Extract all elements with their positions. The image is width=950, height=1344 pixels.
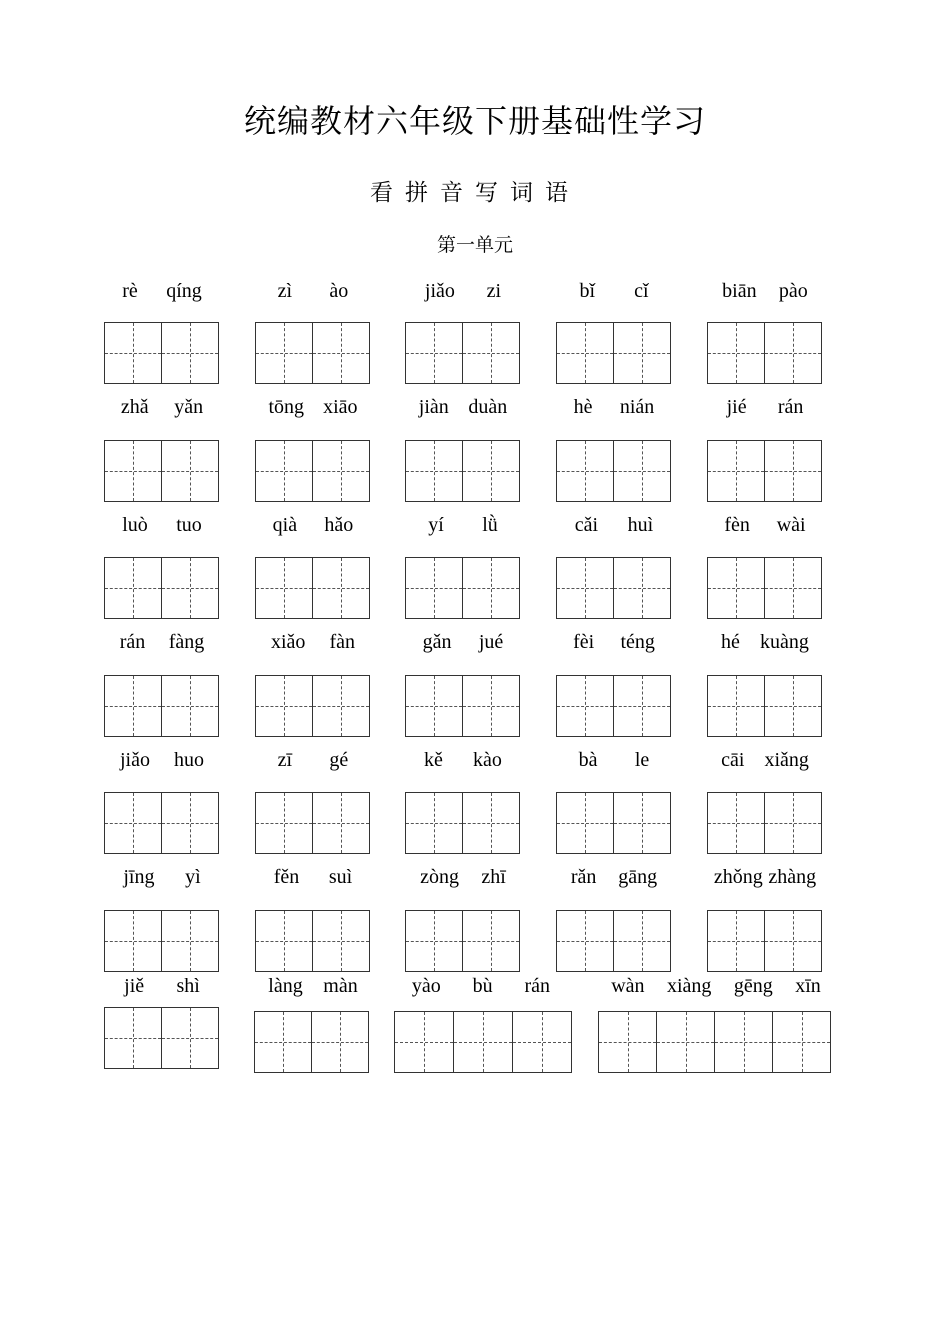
pinyin-label (711, 280, 819, 303)
tianzige-cell[interactable] (161, 322, 219, 384)
writing-grid[interactable] (405, 675, 520, 737)
writing-grid[interactable] (255, 440, 370, 502)
writing-grid[interactable] (405, 557, 520, 619)
pinyin-label (560, 280, 668, 303)
pinyin-syllable: tōng (268, 396, 305, 418)
tianzige-cell[interactable] (707, 792, 765, 854)
tianzige-cell[interactable] (161, 792, 219, 854)
tianzige-cell[interactable] (714, 1011, 773, 1073)
pinyin-syllable: yì (185, 866, 201, 888)
pinyin-syllable: yào (411, 975, 441, 997)
pinyin-label (259, 514, 367, 537)
pinyin-syllable: gǎn (422, 631, 452, 653)
pinyin-syllable: cǎi (574, 514, 599, 536)
pinyin-syllable: fèn (724, 514, 750, 536)
writing-grid[interactable] (405, 322, 520, 384)
writing-grid[interactable] (104, 910, 219, 972)
tianzige-cell[interactable] (707, 557, 765, 619)
pinyin-label (560, 866, 668, 889)
tianzige-cell[interactable] (312, 557, 370, 619)
tianzige-cell[interactable] (104, 792, 162, 854)
pinyin-syllable: pào (778, 280, 808, 302)
tianzige-cell[interactable] (405, 557, 463, 619)
pinyin-syllable: jiě (124, 975, 145, 997)
pinyin-syllable: le (634, 749, 650, 771)
pinyin-syllable: qíng (166, 280, 202, 302)
tianzige-cell[interactable] (613, 910, 671, 972)
pinyin-label (259, 749, 367, 772)
writing-grid[interactable] (556, 792, 671, 854)
pinyin-syllable: zhī (481, 866, 506, 888)
pinyin-label (711, 631, 819, 654)
pinyin-syllable: zhǎ (120, 396, 149, 418)
pinyin-syllable: qià (272, 514, 298, 536)
pinyin-syllable: rán (524, 975, 551, 997)
tianzige-cell[interactable] (161, 557, 219, 619)
writing-grid[interactable] (255, 910, 370, 972)
page-title: 统编教材六年级下册基础性学习 (243, 102, 706, 140)
pinyin-label (560, 631, 668, 654)
writing-grid[interactable] (104, 675, 219, 737)
pinyin-syllable: ào (329, 280, 349, 302)
tianzige-cell[interactable] (254, 1011, 312, 1073)
pinyin-label (560, 749, 668, 772)
tianzige-cell[interactable] (707, 322, 765, 384)
pinyin-syllable: bù (472, 975, 493, 997)
pinyin-label (259, 280, 367, 303)
tianzige-cell[interactable] (613, 557, 671, 619)
tianzige-cell[interactable] (161, 1007, 219, 1069)
tianzige-cell[interactable] (104, 1007, 162, 1069)
tianzige-cell[interactable] (462, 440, 520, 502)
pinyin-syllable: xīn (795, 975, 821, 997)
writing-grid[interactable] (707, 675, 822, 737)
writing-grid[interactable] (707, 792, 822, 854)
pinyin-label (259, 631, 367, 654)
pinyin-label (711, 396, 819, 419)
pinyin-label (108, 975, 216, 998)
pinyin-label (600, 975, 832, 998)
pinyin-label (560, 514, 668, 537)
pinyin-label (259, 866, 367, 889)
pinyin-syllable: téng (620, 631, 655, 653)
section-subtitle: 看拼音写词语 (370, 180, 580, 206)
writing-grid[interactable] (104, 557, 219, 619)
tianzige-cell[interactable] (311, 1011, 369, 1073)
pinyin-syllable: gēng (733, 975, 773, 997)
tianzige-cell[interactable] (764, 910, 822, 972)
pinyin-syllable: hé (721, 631, 740, 653)
pinyin-syllable: zī (277, 749, 293, 771)
tianzige-cell[interactable] (312, 910, 370, 972)
pinyin-syllable: biān (722, 280, 757, 302)
pinyin-syllable: jiàn (418, 396, 449, 418)
tianzige-cell[interactable] (462, 792, 520, 854)
pinyin-label (108, 631, 216, 654)
pinyin-syllable: tuo (176, 514, 202, 536)
pinyin-syllable: bǐ (579, 280, 596, 302)
tianzige-cell[interactable] (556, 322, 614, 384)
pinyin-syllable: màn (323, 975, 358, 997)
pinyin-syllable: wài (776, 514, 806, 536)
pinyin-syllable: kuàng (760, 631, 809, 653)
pinyin-syllable: fàng (168, 631, 205, 653)
writing-grid[interactable] (556, 557, 671, 619)
pinyin-syllable: cāi (721, 749, 745, 771)
pinyin-label (396, 975, 566, 998)
pinyin-syllable: xiàng (666, 975, 712, 997)
writing-grid[interactable] (104, 322, 219, 384)
writing-grid[interactable] (405, 792, 520, 854)
pinyin-syllable: jīng (123, 866, 155, 888)
writing-grid[interactable] (255, 675, 370, 737)
tianzige-cell[interactable] (405, 675, 463, 737)
tianzige-cell[interactable] (656, 1011, 715, 1073)
tianzige-cell[interactable] (556, 557, 614, 619)
pinyin-label (108, 749, 216, 772)
tianzige-cell[interactable] (453, 1011, 513, 1073)
writing-grid[interactable] (707, 322, 822, 384)
pinyin-syllable: zhàng (768, 866, 817, 888)
pinyin-syllable: hè (573, 396, 593, 418)
pinyin-syllable: wàn (611, 975, 645, 997)
pinyin-label (409, 280, 517, 303)
tianzige-cell[interactable] (312, 440, 370, 502)
pinyin-syllable: zòng (420, 866, 460, 888)
writing-grid[interactable] (255, 322, 370, 384)
tianzige-cell[interactable] (405, 910, 463, 972)
tianzige-cell[interactable] (462, 322, 520, 384)
tianzige-cell[interactable] (161, 440, 219, 502)
pinyin-label (409, 631, 517, 654)
pinyin-syllable: zhǒng (713, 866, 763, 888)
pinyin-syllable: huo (174, 749, 204, 771)
pinyin-label (409, 749, 517, 772)
tianzige-cell[interactable] (772, 1011, 831, 1073)
writing-grid[interactable] (707, 440, 822, 502)
writing-grid[interactable] (405, 440, 520, 502)
tianzige-cell[interactable] (707, 910, 765, 972)
tianzige-cell[interactable] (405, 322, 463, 384)
pinyin-syllable: huì (627, 514, 654, 536)
tianzige-cell[interactable] (462, 557, 520, 619)
tianzige-cell[interactable] (104, 675, 162, 737)
tianzige-cell[interactable] (255, 675, 313, 737)
tianzige-cell[interactable] (556, 440, 614, 502)
writing-grid[interactable] (707, 557, 822, 619)
pinyin-syllable: gé (329, 749, 349, 771)
pinyin-syllable: fèi (573, 631, 595, 653)
pinyin-label (711, 514, 819, 537)
tianzige-cell[interactable] (462, 910, 520, 972)
pinyin-syllable: duàn (468, 396, 508, 418)
pinyin-syllable: kě (424, 749, 443, 771)
writing-grid[interactable] (104, 1007, 219, 1069)
pinyin-syllable: suì (328, 866, 353, 888)
pinyin-syllable: jué (478, 631, 504, 653)
pinyin-syllable: kào (473, 749, 502, 771)
tianzige-cell[interactable] (764, 792, 822, 854)
tianzige-cell[interactable] (405, 792, 463, 854)
tianzige-cell[interactable] (613, 675, 671, 737)
pinyin-syllable: jiǎo (120, 749, 150, 771)
tianzige-cell[interactable] (405, 440, 463, 502)
pinyin-syllable: shì (176, 975, 200, 997)
tianzige-cell[interactable] (255, 792, 313, 854)
writing-grid[interactable] (255, 557, 370, 619)
pinyin-syllable: nián (619, 396, 655, 418)
tianzige-cell[interactable] (764, 675, 822, 737)
unit-heading: 第一单元 (436, 234, 513, 256)
pinyin-syllable: rè (122, 280, 138, 302)
pinyin-syllable: hǎo (324, 514, 354, 536)
pinyin-label (108, 514, 216, 537)
pinyin-label (108, 866, 216, 889)
pinyin-label (711, 749, 819, 772)
tianzige-cell[interactable] (613, 322, 671, 384)
tianzige-cell[interactable] (556, 792, 614, 854)
tianzige-cell[interactable] (312, 792, 370, 854)
writing-grid[interactable] (598, 1011, 831, 1073)
tianzige-cell[interactable] (764, 322, 822, 384)
pinyin-syllable: luò (122, 514, 148, 536)
pinyin-label (711, 866, 819, 889)
tianzige-cell[interactable] (613, 792, 671, 854)
tianzige-cell[interactable] (104, 322, 162, 384)
tianzige-cell[interactable] (104, 557, 162, 619)
tianzige-cell[interactable] (104, 440, 162, 502)
tianzige-cell[interactable] (707, 675, 765, 737)
writing-grid[interactable] (104, 440, 219, 502)
tianzige-cell[interactable] (255, 910, 313, 972)
writing-grid[interactable] (394, 1011, 572, 1073)
pinyin-syllable: xiǎng (764, 749, 809, 771)
writing-grid[interactable] (104, 792, 219, 854)
pinyin-syllable: làng (268, 975, 303, 997)
tianzige-cell[interactable] (255, 322, 313, 384)
tianzige-cell[interactable] (462, 675, 520, 737)
tianzige-cell[interactable] (764, 440, 822, 502)
pinyin-label (409, 514, 517, 537)
pinyin-syllable: fàn (329, 631, 355, 653)
pinyin-syllable: jiǎo (424, 280, 455, 302)
pinyin-syllable: zi (486, 280, 502, 302)
tianzige-cell[interactable] (104, 910, 162, 972)
pinyin-syllable: gāng (618, 866, 658, 888)
tianzige-cell[interactable] (512, 1011, 572, 1073)
pinyin-syllable: xiāo (323, 396, 358, 418)
writing-grid[interactable] (405, 910, 520, 972)
pinyin-label (409, 396, 517, 419)
pinyin-syllable: cǐ (634, 280, 649, 302)
writing-grid[interactable] (254, 1011, 369, 1073)
pinyin-syllable: bà (578, 749, 598, 771)
pinyin-label (409, 866, 517, 889)
tianzige-cell[interactable] (255, 440, 313, 502)
pinyin-label (108, 280, 216, 303)
tianzige-cell[interactable] (312, 322, 370, 384)
pinyin-label (560, 396, 668, 419)
tianzige-cell[interactable] (556, 910, 614, 972)
pinyin-label (108, 396, 216, 419)
tianzige-cell[interactable] (161, 910, 219, 972)
tianzige-cell[interactable] (613, 440, 671, 502)
tianzige-cell[interactable] (556, 675, 614, 737)
pinyin-syllable: rán (777, 396, 804, 418)
pinyin-syllable: yí (428, 514, 444, 536)
pinyin-syllable: fěn (273, 866, 300, 888)
tianzige-cell[interactable] (161, 675, 219, 737)
pinyin-label (258, 975, 368, 998)
tianzige-cell[interactable] (764, 557, 822, 619)
writing-grid[interactable] (707, 910, 822, 972)
writing-grid[interactable] (556, 440, 671, 502)
tianzige-cell[interactable] (707, 440, 765, 502)
pinyin-syllable: yǎn (174, 396, 204, 418)
pinyin-syllable: zì (277, 280, 293, 302)
tianzige-cell[interactable] (394, 1011, 454, 1073)
writing-grid[interactable] (556, 322, 671, 384)
pinyin-syllable: rán (119, 631, 146, 653)
pinyin-syllable: xiǎo (271, 631, 306, 653)
writing-grid[interactable] (556, 910, 671, 972)
pinyin-syllable: lǜ (482, 514, 498, 536)
tianzige-cell[interactable] (598, 1011, 657, 1073)
writing-grid[interactable] (556, 675, 671, 737)
pinyin-syllable: rǎn (570, 866, 597, 888)
pinyin-label (259, 396, 367, 419)
writing-grid[interactable] (255, 792, 370, 854)
pinyin-syllable: jié (726, 396, 747, 418)
tianzige-cell[interactable] (312, 675, 370, 737)
tianzige-cell[interactable] (255, 557, 313, 619)
